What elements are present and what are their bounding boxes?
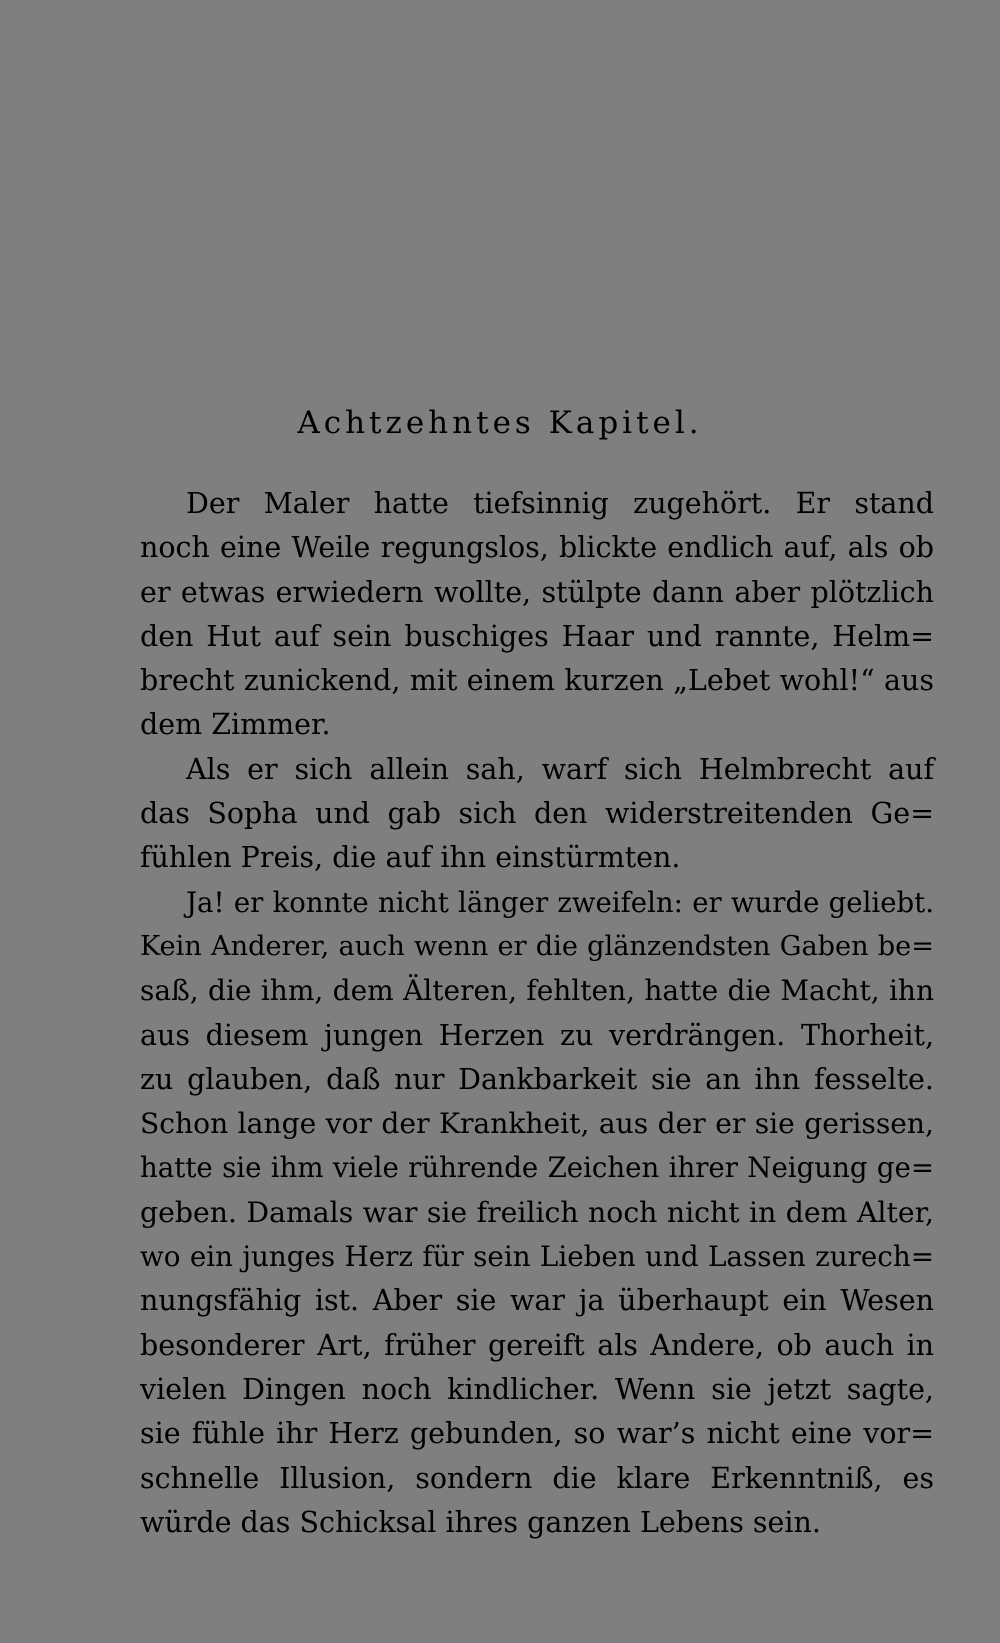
- text-line: hatte sie ihm viele rührende Zeichen ihrer Neigung ge=: [140, 1151, 934, 1185]
- text-line: schnelle Illusion, sondern die klare Erkenntniß, es: [140, 1461, 934, 1495]
- text-line: den Hut auf sein buschiges Haar und rannte, Helm=: [140, 619, 934, 653]
- text-line: sie fühle ihr Herz gebunden, so war’s nicht eine vor=: [140, 1417, 934, 1451]
- text-line: aus diesem jungen Herzen zu verdrängen. Thorheit,: [140, 1018, 934, 1052]
- text-line: Schon lange vor der Krankheit, aus der er sie gerissen,: [140, 1107, 934, 1141]
- text-line: Als er sich allein sah, warf sich Helmbrecht auf: [186, 752, 934, 786]
- text-line: das Sopha und gab sich den widerstreitenden Ge=: [140, 797, 934, 831]
- paper-speck: [184, 176, 185, 177]
- text-line: zu glauben, daß nur Dankbarkeit sie an ihn fesselte.: [140, 1062, 934, 1096]
- text-line: geben. Damals war sie freilich noch nicht in dem Alter,: [140, 1195, 934, 1229]
- text-line: dem Zimmer.: [140, 708, 331, 742]
- chapter-body: [140, 482, 934, 1545]
- text-line: saß, die ihm, dem Älteren, fehlten, hatte die Macht, ihn: [140, 974, 934, 1008]
- text-line: Der Maler hatte tiefsinnig zugehört. Er stand: [186, 487, 934, 520]
- text-line: noch eine Weile regungslos, blickte endlich auf, als ob: [140, 531, 934, 565]
- chapter-title: Achtzehntes Kapitel.: [297, 405, 703, 441]
- text-line: fühlen Preis, die auf ihn einstürmten.: [140, 841, 681, 875]
- text-line: besonderer Art, früher gereift als Andere, ob auch in: [140, 1328, 934, 1362]
- text-line: er etwas erwiedern wollte, stülpte dann aber plötzlich: [140, 575, 934, 609]
- text-line: würde das Schicksal ihres ganzen Lebens sein.: [140, 1505, 821, 1539]
- text-line: nungsfähig ist. Aber sie war ja überhaupt ein Wesen: [140, 1284, 934, 1318]
- text-line: brecht zunickend, mit einem kurzen „Lebet wohl!“ aus: [140, 664, 934, 698]
- text-line: vielen Dingen noch kindlicher. Wenn sie jetzt sagte,: [140, 1372, 934, 1406]
- text-line: Ja! er konnte nicht länger zweifeln: er wurde geliebt.: [186, 886, 934, 919]
- text-line: wo ein junges Herz für sein Lieben und Lassen zurech=: [140, 1240, 934, 1274]
- text-line: Kein Anderer, auch wenn er die glänzendsten Gaben be=: [140, 930, 934, 962]
